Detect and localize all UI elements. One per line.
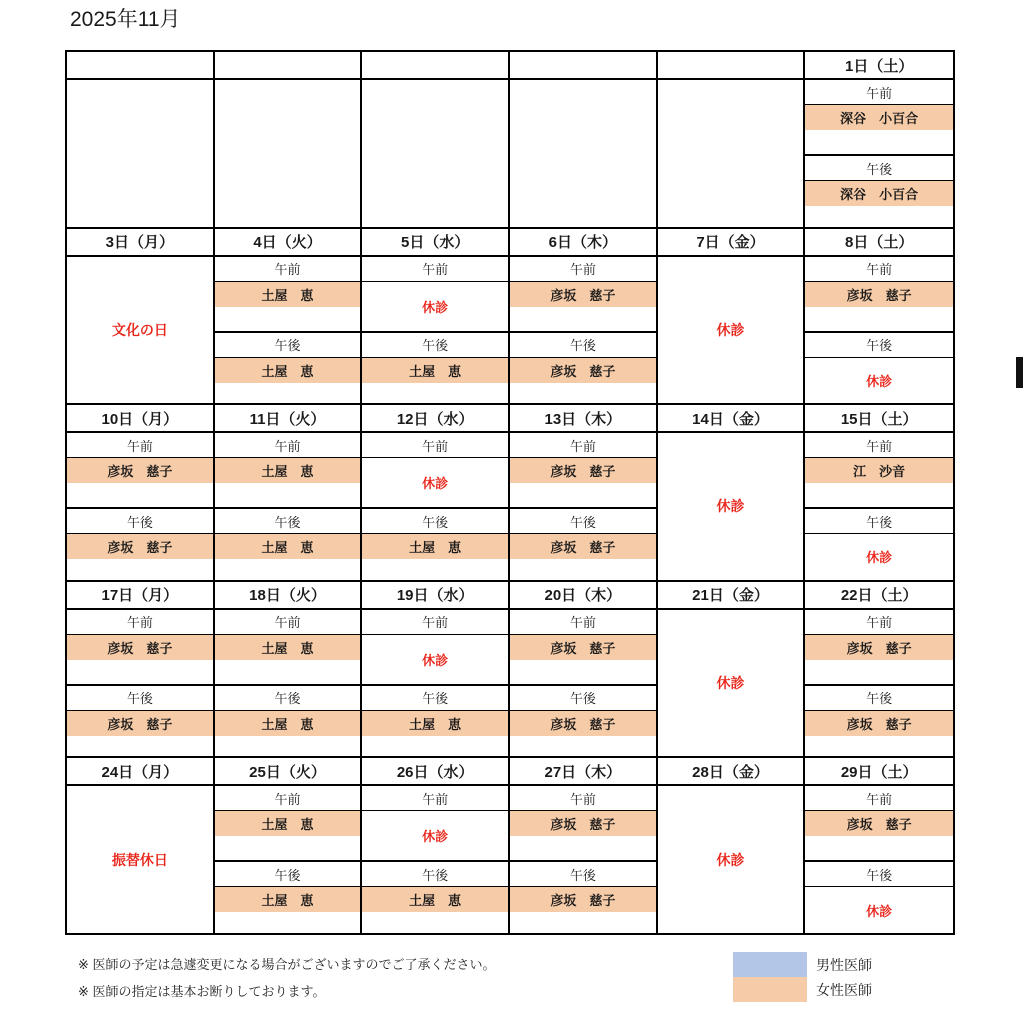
afternoon-block	[67, 686, 213, 757]
spacer	[67, 559, 213, 580]
closed-notice: 休診	[716, 675, 745, 692]
note-line: ※ 医師の予定は急遽変更になる場合がございますのでご了承ください。	[78, 957, 496, 972]
day-schedule	[215, 433, 363, 580]
spacer	[215, 307, 361, 331]
pm-label: 午後	[362, 509, 508, 534]
doctor-name-am: 土屋 恵	[215, 811, 361, 836]
date-header: 8日（土）	[844, 234, 914, 252]
date-header: 19日（水）	[362, 582, 510, 608]
day-schedule	[805, 433, 953, 580]
week-row	[67, 405, 953, 582]
spacer	[67, 736, 213, 757]
date-header-row	[67, 758, 953, 786]
pm-label: 午後	[510, 862, 656, 887]
day-closed	[658, 786, 806, 933]
day-schedule	[510, 433, 658, 580]
date-header: 20日（木）	[510, 582, 658, 608]
date-header: 27日（木）	[510, 758, 658, 784]
am-label: 午前	[510, 433, 656, 458]
date-header: 3日（月）	[67, 229, 215, 255]
day-closed	[658, 610, 806, 757]
screen-edge-artifact	[1016, 357, 1023, 388]
afternoon-block	[510, 862, 656, 933]
am-label: 午前	[805, 433, 953, 458]
spacer	[510, 736, 656, 757]
day-empty	[67, 80, 215, 227]
doctor-name-am: 彦坂 慈子	[67, 458, 213, 483]
morning-block	[510, 610, 656, 686]
afternoon-block	[215, 333, 361, 404]
afternoon-block	[805, 686, 953, 757]
doctor-name-pm: 土屋 恵	[215, 711, 361, 736]
closed-notice: 休診	[866, 903, 893, 919]
holiday-name: 振替休日	[111, 851, 168, 868]
note-line: ※ 医師の指定は基本お断りしております。	[78, 984, 326, 999]
morning-block	[215, 610, 361, 686]
date-header-row	[67, 229, 953, 257]
date-header	[215, 52, 363, 78]
week-row	[67, 52, 953, 229]
date-header	[362, 52, 510, 78]
spacer	[215, 383, 361, 404]
doctor-name-pm: 土屋 恵	[215, 534, 361, 559]
am-label: 午前	[362, 786, 508, 811]
legend-label-male: 男性医師	[816, 956, 872, 973]
doctor-name-am: 彦坂 慈子	[510, 635, 656, 660]
spacer	[362, 559, 508, 580]
morning-block	[805, 80, 953, 156]
week-body-row	[67, 257, 953, 404]
closed-notice: 休診	[422, 829, 449, 845]
week-row	[67, 758, 953, 933]
morning-block	[362, 610, 508, 686]
morning-block	[67, 433, 213, 509]
afternoon-block	[510, 333, 656, 404]
spacer	[805, 660, 953, 684]
day-schedule	[362, 786, 510, 933]
morning-block	[510, 786, 656, 862]
am-label: 午前	[805, 786, 953, 811]
date-header: 22日（土）	[840, 587, 918, 605]
am-label: 午前	[215, 433, 361, 458]
closed-notice: 休診	[716, 498, 745, 515]
day-schedule	[805, 786, 953, 933]
am-label: 午前	[805, 610, 953, 635]
am-label: 午前	[215, 610, 361, 635]
spacer	[805, 307, 953, 331]
day-closed	[658, 257, 806, 404]
day-schedule	[215, 257, 363, 404]
spacer	[805, 736, 953, 757]
date-header: 18日（火）	[215, 582, 363, 608]
date-header: 10日（月）	[67, 405, 215, 431]
legend-row-female	[733, 977, 872, 1002]
date-header	[67, 52, 215, 78]
morning-block	[362, 433, 508, 509]
afternoon-block	[215, 862, 361, 933]
day-schedule	[805, 257, 953, 404]
pm-label: 午後	[215, 333, 361, 358]
doctor-name-pm: 彦坂 慈子	[510, 887, 656, 912]
pm-label: 午後	[362, 333, 508, 358]
doctor-name-am: 土屋 恵	[215, 635, 361, 660]
closed-notice: 休診	[866, 373, 893, 389]
spacer	[215, 912, 361, 933]
morning-block	[215, 786, 361, 862]
afternoon-block	[362, 333, 508, 404]
afternoon-block	[805, 156, 953, 227]
am-label: 午前	[362, 610, 508, 635]
doctor-name-am: 彦坂 慈子	[510, 282, 656, 307]
am-label: 午前	[510, 786, 656, 811]
pm-label: 午後	[805, 686, 953, 711]
doctor-name-pm: 彦坂 慈子	[510, 711, 656, 736]
pm-label: 午後	[805, 862, 953, 887]
legend-label-female: 女性医師	[816, 981, 872, 998]
legend	[733, 952, 872, 1002]
day-empty	[215, 80, 363, 227]
afternoon-block	[805, 509, 953, 580]
date-header-row	[67, 52, 953, 80]
am-label: 午前	[805, 80, 953, 105]
pm-label: 午後	[215, 509, 361, 534]
day-empty	[658, 80, 806, 227]
doctor-name-am: 彦坂 慈子	[805, 811, 953, 836]
spacer	[805, 483, 953, 507]
spacer	[510, 559, 656, 580]
spacer	[805, 130, 953, 154]
afternoon-block	[362, 862, 508, 933]
doctor-name-pm: 土屋 恵	[362, 887, 508, 912]
date-header: 29日（土）	[840, 763, 918, 781]
date-header	[510, 52, 658, 78]
doctor-name-pm: 彦坂 慈子	[67, 711, 213, 736]
date-header: 11日（火）	[215, 405, 363, 431]
footer-notes	[78, 955, 496, 1009]
doctor-name-pm: 彦坂 慈子	[510, 358, 656, 383]
morning-block	[805, 257, 953, 333]
week-body-row	[67, 433, 953, 580]
date-header: 14日（金）	[658, 405, 806, 431]
am-label: 午前	[67, 433, 213, 458]
morning-block	[215, 433, 361, 509]
am-label: 午前	[805, 257, 953, 282]
spacer	[215, 836, 361, 860]
day-schedule	[215, 610, 363, 757]
afternoon-block	[510, 509, 656, 580]
week-row	[67, 582, 953, 759]
date-header: 15日（土）	[840, 410, 918, 428]
afternoon-block	[362, 686, 508, 757]
spacer	[362, 383, 508, 404]
date-header: 28日（金）	[658, 758, 806, 784]
date-header: 17日（月）	[67, 582, 215, 608]
spacer	[67, 660, 213, 684]
doctor-name-am: 彦坂 慈子	[510, 811, 656, 836]
pm-label: 午後	[510, 686, 656, 711]
pm-label: 午後	[805, 509, 953, 534]
date-header	[658, 52, 806, 78]
morning-block	[362, 786, 508, 862]
pm-label: 午後	[215, 686, 361, 711]
morning-block	[362, 257, 508, 333]
day-schedule	[805, 80, 953, 227]
am-label: 午前	[362, 257, 508, 282]
afternoon-block	[805, 862, 953, 933]
spacer	[510, 483, 656, 507]
am-label: 午前	[215, 257, 361, 282]
day-empty	[362, 80, 510, 227]
am-label: 午前	[67, 610, 213, 635]
afternoon-block	[805, 333, 953, 404]
week-body-row	[67, 786, 953, 933]
male-doctor-swatch	[733, 952, 807, 977]
spacer	[510, 383, 656, 404]
am-label: 午前	[510, 610, 656, 635]
day-schedule	[510, 610, 658, 757]
morning-block	[805, 786, 953, 862]
doctor-name-pm: 彦坂 慈子	[805, 711, 953, 736]
date-header-row	[67, 582, 953, 610]
closed-notice: 休診	[716, 851, 745, 868]
day-schedule	[215, 786, 363, 933]
afternoon-block	[510, 686, 656, 757]
morning-block	[215, 257, 361, 333]
spacer	[67, 483, 213, 507]
day-schedule	[362, 433, 510, 580]
spacer	[215, 483, 361, 507]
date-header: 5日（水）	[362, 229, 510, 255]
am-label: 午前	[215, 786, 361, 811]
day-schedule	[67, 610, 215, 757]
morning-block	[67, 610, 213, 686]
week-row	[67, 229, 953, 406]
doctor-name-am: 深谷 小百合	[805, 105, 953, 130]
pm-label: 午後	[510, 509, 656, 534]
afternoon-block	[215, 509, 361, 580]
doctor-name-am: 彦坂 慈子	[805, 635, 953, 660]
date-header-row	[67, 405, 953, 433]
doctor-name-am: 江 沙音	[805, 458, 953, 483]
closed-notice: 休診	[866, 550, 893, 566]
pm-label: 午後	[805, 333, 953, 358]
doctor-name-am: 彦坂 慈子	[67, 635, 213, 660]
pm-label: 午後	[67, 686, 213, 711]
spacer	[805, 206, 953, 227]
closed-notice: 休診	[716, 321, 745, 338]
female-doctor-swatch	[733, 977, 807, 1002]
date-header: 13日（木）	[510, 405, 658, 431]
week-body-row	[67, 610, 953, 757]
afternoon-block	[362, 509, 508, 580]
am-label: 午前	[510, 257, 656, 282]
date-header: 21日（金）	[658, 582, 806, 608]
doctor-name-am: 彦坂 慈子	[510, 458, 656, 483]
spacer	[805, 836, 953, 860]
doctor-name-pm: 土屋 恵	[362, 358, 508, 383]
doctor-name-pm: 土屋 恵	[215, 887, 361, 912]
closed-notice: 休診	[422, 299, 449, 315]
day-schedule	[67, 433, 215, 580]
legend-row-male	[733, 952, 872, 977]
pm-label: 午後	[805, 156, 953, 181]
closed-notice: 休診	[422, 476, 449, 492]
pm-label: 午後	[67, 509, 213, 534]
holiday-name: 文化の日	[111, 321, 168, 338]
day-holiday	[67, 257, 215, 404]
day-schedule	[805, 610, 953, 757]
day-schedule	[362, 610, 510, 757]
date-header: 7日（金）	[658, 229, 806, 255]
doctor-name-am: 彦坂 慈子	[805, 282, 953, 307]
spacer	[510, 912, 656, 933]
doctor-name-pm: 土屋 恵	[215, 358, 361, 383]
spacer	[510, 836, 656, 860]
day-schedule	[510, 786, 658, 933]
morning-block	[510, 257, 656, 333]
closed-notice: 休診	[422, 652, 449, 668]
morning-block	[510, 433, 656, 509]
day-closed	[658, 433, 806, 580]
day-schedule	[362, 257, 510, 404]
date-header: 24日（月）	[67, 758, 215, 784]
calendar-table	[65, 50, 955, 935]
spacer	[215, 736, 361, 757]
spacer	[510, 660, 656, 684]
spacer	[362, 912, 508, 933]
spacer	[362, 736, 508, 757]
date-header: 26日（水）	[362, 758, 510, 784]
spacer	[215, 660, 361, 684]
page-title: 2025年11月	[70, 8, 181, 31]
am-label: 午前	[362, 433, 508, 458]
doctor-name-am: 土屋 恵	[215, 282, 361, 307]
doctor-name-pm: 土屋 恵	[362, 534, 508, 559]
doctor-name-pm: 彦坂 慈子	[510, 534, 656, 559]
date-header: 4日（火）	[215, 229, 363, 255]
date-header: 1日（土）	[844, 57, 914, 75]
day-holiday	[67, 786, 215, 933]
morning-block	[805, 433, 953, 509]
week-body-row	[67, 80, 953, 227]
pm-label: 午後	[362, 862, 508, 887]
doctor-name-pm: 土屋 恵	[362, 711, 508, 736]
afternoon-block	[215, 686, 361, 757]
morning-block	[805, 610, 953, 686]
doctor-name-pm: 彦坂 慈子	[67, 534, 213, 559]
spacer	[215, 559, 361, 580]
afternoon-block	[67, 509, 213, 580]
pm-label: 午後	[215, 862, 361, 887]
date-header: 6日（木）	[510, 229, 658, 255]
pm-label: 午後	[510, 333, 656, 358]
day-empty	[510, 80, 658, 227]
spacer	[510, 307, 656, 331]
date-header: 25日（火）	[215, 758, 363, 784]
date-header: 12日（水）	[362, 405, 510, 431]
pm-label: 午後	[362, 686, 508, 711]
doctor-name-pm: 深谷 小百合	[805, 181, 953, 206]
doctor-name-am: 土屋 恵	[215, 458, 361, 483]
day-schedule	[510, 257, 658, 404]
